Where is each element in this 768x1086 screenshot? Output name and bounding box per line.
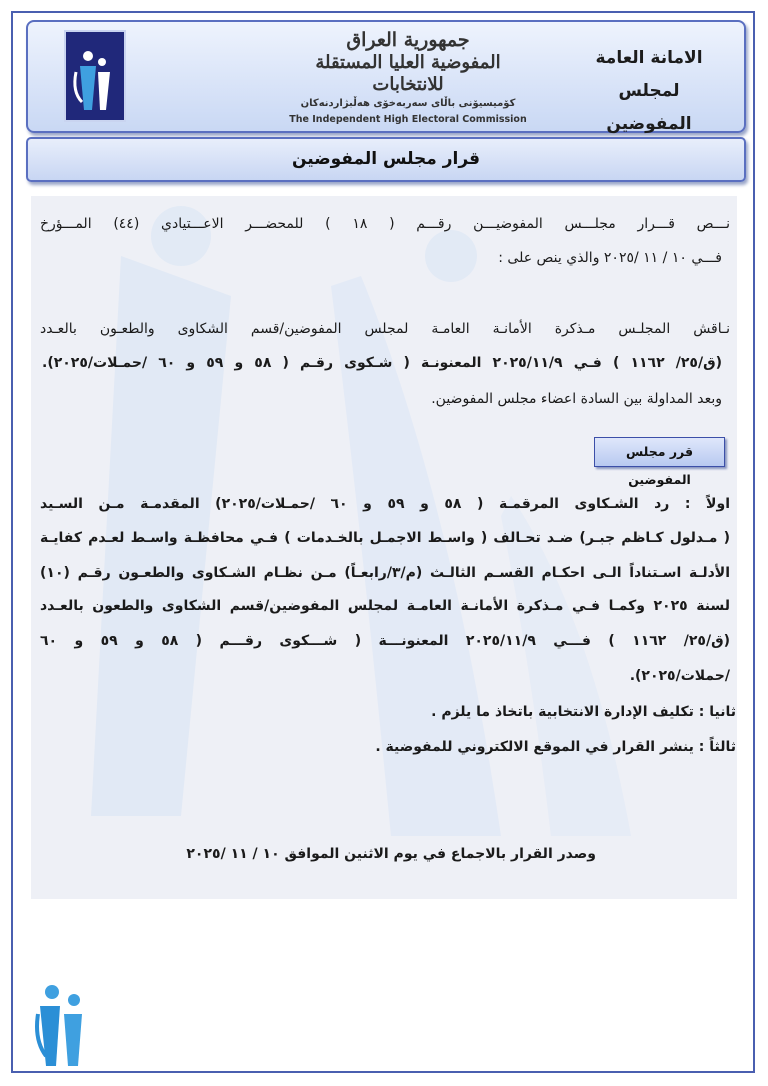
- decision-third: ثالثاً : ينشر القرار في الموقع الالكتروني للمفوضية .: [375, 739, 736, 755]
- discussion-line-3: وبعد المداولة بين السادة اعضاء مجلس المفوضين.: [431, 391, 722, 407]
- intro-line-2: فـــي ١٠ / ١١ /٢٠٢٥ والذي ينص على :: [498, 250, 722, 266]
- secretariat-line2: لمجلس المفوضين: [606, 81, 692, 134]
- letterhead-title: [278, 28, 538, 128]
- section-label: قرر مجلس المفوضين: [594, 437, 725, 467]
- decision-first-line: لسنة ٢٠٢٥ وكمـا فـي مـذكرة الأمانـة العامـة لمجلس المفوضين/قسم الشكاوى والطعون بالعـدد: [40, 598, 730, 614]
- letterhead: [26, 20, 746, 133]
- decision-second: ثانيا : تكليف الإدارة الانتخابية باتخاذ ما يلزم .: [431, 704, 736, 720]
- watermark-logo: [31, 196, 737, 899]
- commission-logo: [64, 30, 126, 122]
- decision-first-line: (ق/٢٥/ ١١٦٢ ) فـــي ٢٠٢٥/١١/٩ المعنونـــة ( شـــكوى رقـــم ( ٥٨ و ٥٩ و ٦٠: [40, 633, 730, 649]
- intro-line-1: نـــص قـــرار مجلـــس المفوضيـــن رقـــم ( ١٨ ) للمحضـــر الاعـــتيادي (٤٤) المـــؤرخ: [40, 216, 730, 232]
- decision-first-line: اولاً : رد الشـكاوى المرقمـة ( ٥٨ و ٥٩ و ٦٠ /حمـلات/٢٠٢٥) المقدمـة مـن السـيد: [40, 496, 730, 512]
- decision-first-line: ( مـدلول كـاظم جبـر) ضـد تحـالف ( واسـط الاجمـل بالخـدمات ) فـي محافظـة واسـط لعـدم كفايـة: [40, 530, 730, 546]
- commission-logo-footer: [34, 970, 94, 1070]
- discussion-line-1: نـاقش المجلـس مـذكرة الأمانـة العامـة لمجلس المفوضين/قسم الشكاوى والطعـون بالعـدد: [40, 321, 730, 337]
- commission-name-english: The Independent High Electoral Commission: [289, 114, 527, 125]
- secretariat-line1: الامانة العامة: [595, 48, 703, 68]
- commission-name-arabic: المفوضية العليا المستقلة للانتخابات: [315, 52, 501, 95]
- country-name: جمهورية العراق: [346, 29, 470, 51]
- secretariat-label: [574, 42, 724, 141]
- discussion-line-2: (ق/٢٥/ ١١٦٢ ) فـي ٢٠٢٥/١١/٩ المعنونـة ( شـكوى رقـم ( ٥٨ و ٥٩ و ٦٠ /حمـلات/٢٠٢٥).: [42, 355, 723, 371]
- document-body: [31, 196, 737, 899]
- decision-first-line: /حملات/٢٠٢٥).: [629, 668, 730, 684]
- commission-name-kurdish: كۆمیسیۆنی باڵای سەربەخۆی هەڵبژاردنەكان: [300, 98, 516, 109]
- decision-first-line: الأدلـة اسـتناداً الـى احكـام القسـم الثالـث (م/٣/رابعـاً) مـن نظـام الشـكاوى والطعـون رقـم (١٠): [40, 565, 730, 581]
- document-title: قرار مجلس المفوضين: [26, 137, 746, 182]
- issued-statement: وصدر القرار بالاجماع في يوم الاثنين الموافق ١٠ / ١١ /٢٠٢٥: [186, 846, 596, 862]
